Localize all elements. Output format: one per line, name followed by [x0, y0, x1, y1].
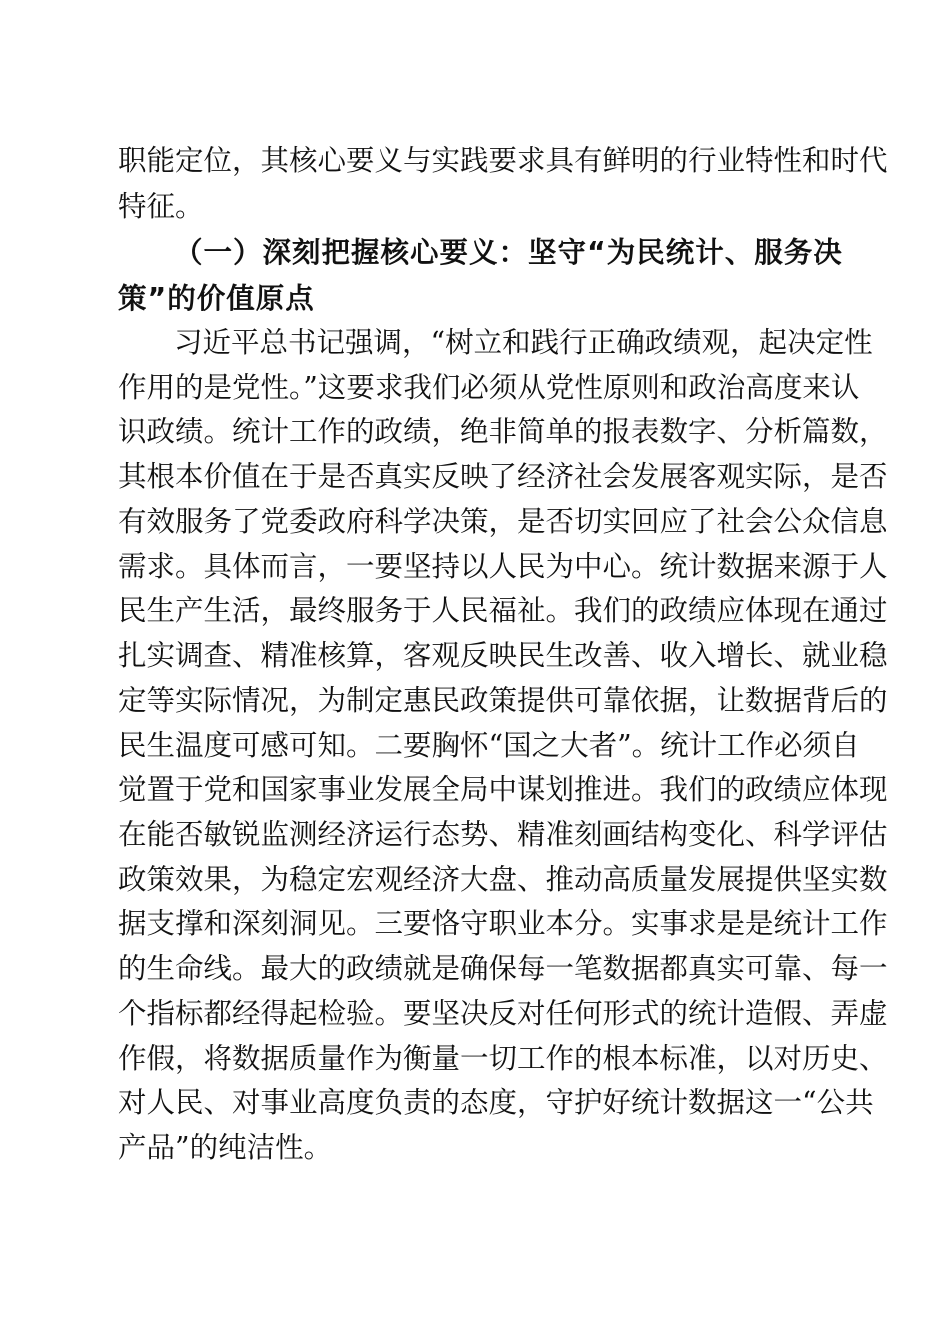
- paragraph-2-line-5: 有效服务了党委政府科学决策，是否切实回应了社会公众信息: [118, 505, 888, 538]
- paragraph-2-line-7: 民生产生活，最终服务于人民福祉。我们的政绩应体现在通过: [118, 594, 888, 627]
- paragraph-2-line-11: 觉置于党和国家事业发展全局中谋划推进。我们的政绩应体现: [118, 773, 888, 806]
- section-heading-line-2: 策”的价值原点: [118, 282, 315, 315]
- paragraph-1-line-1: 职能定位，其核心要义与实践要求具有鲜明的行业特性和时代: [118, 144, 888, 177]
- paragraph-2-line-14: 据支撑和深刻洞见。三要恪守职业本分。实事求是是统计工作: [118, 907, 888, 940]
- paragraph-2-line-1: 习近平总书记强调，“树立和践行正确政绩观，起决定性: [174, 326, 873, 359]
- paragraph-2-line-9: 定等实际情况，为制定惠民政策提供可靠依据，让数据背后的: [118, 684, 888, 717]
- paragraph-2-line-3: 识政绩。统计工作的政绩，绝非简单的报表数字、分析篇数，: [118, 415, 888, 448]
- paragraph-2-line-18: 对人民、对事业高度负责的态度，守护好统计数据这一“公共: [118, 1086, 874, 1119]
- paragraph-2-line-10: 民生温度可感可知。二要胸怀“国之大者”。统计工作必须自: [118, 729, 860, 762]
- paragraph-2-line-8: 扎实调查、精准核算，客观反映民生改善、收入增长、就业稳: [118, 639, 888, 672]
- paragraph-2-line-2: 作用的是党性。”这要求我们必须从党性原则和政治高度来认: [118, 371, 860, 404]
- paragraph-2-line-4: 其根本价值在于是否真实反映了经济社会发展客观实际，是否: [118, 460, 888, 493]
- paragraph-2-line-16: 个指标都经得起检验。要坚决反对任何形式的统计造假、弄虚: [118, 997, 888, 1030]
- paragraph-1-line-2: 特征。: [118, 190, 204, 223]
- paragraph-2-line-12: 在能否敏锐监测经济运行态势、精准刻画结构变化、科学评估: [118, 818, 888, 851]
- paragraph-2-line-19: 产品”的纯洁性。: [118, 1131, 333, 1164]
- paragraph-2-line-13: 政策效果，为稳定宏观经济大盘、推动高质量发展提供坚实数: [118, 863, 888, 896]
- paragraph-2-line-6: 需求。具体而言，一要坚持以人民为中心。统计数据来源于人: [118, 550, 888, 583]
- paragraph-2-line-17: 作假，将数据质量作为衡量一切工作的根本标准，以对历史、: [118, 1042, 888, 1075]
- paragraph-2-line-15: 的生命线。最大的政绩就是确保每一笔数据都真实可靠、每一: [118, 952, 888, 985]
- section-heading-line-1: （一）深刻把握核心要义：坚守“为民统计、服务决: [174, 236, 843, 269]
